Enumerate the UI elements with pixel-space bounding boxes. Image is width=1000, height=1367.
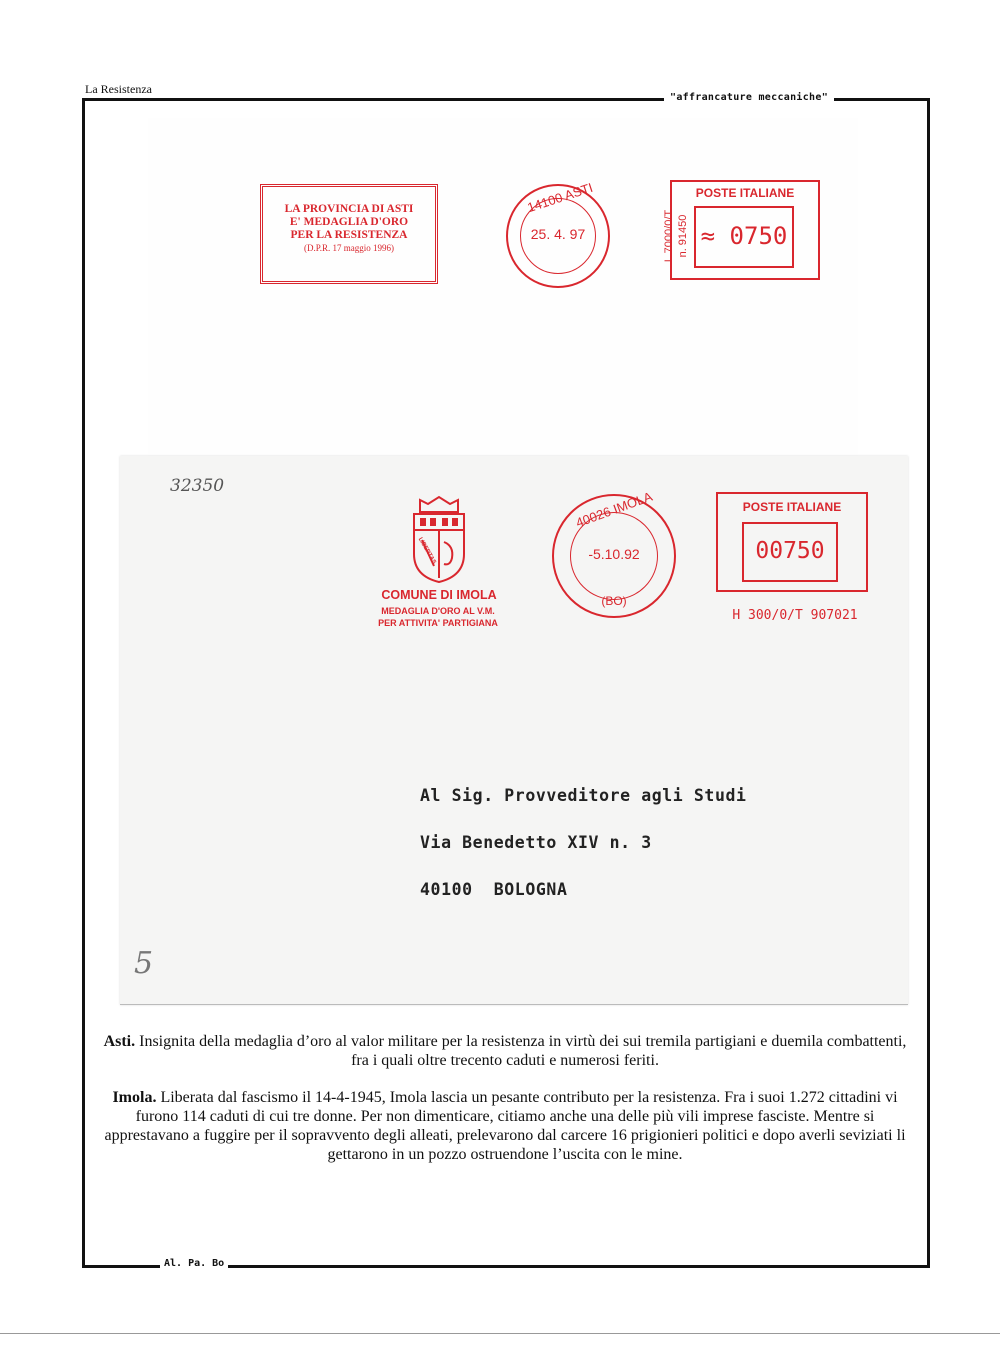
asti-meter-number: n. 91450 <box>677 214 689 258</box>
address-line-2: Via Benedetto XIV n. 3 <box>420 833 652 852</box>
address-line-3: 40100 BOLOGNA <box>420 880 568 899</box>
imola-recipient-address <box>420 786 747 927</box>
imola-postmark-date: -5.10.92 <box>588 546 640 562</box>
imola-sender-line-2: PER ATTIVITA' PARTIGIANA <box>378 618 498 628</box>
asti-meter-value: ≈ 0750 <box>700 222 788 250</box>
asti-slogan-line-2: E' MEDAGLIA D'ORO <box>289 216 409 228</box>
asti-envelope <box>148 118 858 460</box>
imola-meter-value: 00750 <box>755 538 825 564</box>
imola-sender-name: COMUNE DI IMOLA <box>381 588 497 602</box>
imola-coat-of-arms <box>406 494 472 584</box>
imola-envelope <box>120 456 908 1005</box>
imola-meter-header: POSTE ITALIANE <box>742 500 842 514</box>
asti-meter-header: POSTE ITALIANE <box>695 186 795 200</box>
asti-caption <box>95 1032 915 1070</box>
bottom-rule <box>0 1333 1000 1334</box>
asti-meter-window <box>694 206 794 268</box>
imola-meter-frame <box>716 492 868 592</box>
imola-caption-title: Imola. <box>112 1089 157 1106</box>
footer-label: Al. Pa. Bo <box>160 1258 228 1269</box>
asti-slogan-decree: (D.P.R. 17 maggio 1996) <box>304 243 394 253</box>
imola-postmark-city: 40026 IMOLA <box>573 488 655 531</box>
imola-sender-line-1: MEDAGLIA D'ORO AL V.M. <box>381 606 495 616</box>
asti-slogan-box <box>260 184 438 284</box>
asti-meter-frame <box>670 180 820 280</box>
asti-slogan-line-3: PER LA RESISTENZA <box>290 229 408 241</box>
page-header-label: La Resistenza <box>85 82 152 96</box>
series-label: "affrancature meccaniche" <box>664 92 834 103</box>
imola-meter-window <box>742 522 838 582</box>
imola-pencil-note: 32350 <box>170 476 225 496</box>
captions <box>95 1032 915 1182</box>
asti-postmark <box>506 179 610 288</box>
coat-ribbon: LIBERTAS <box>416 536 437 566</box>
imola-postmark-province: (BO) <box>601 594 627 608</box>
asti-caption-title: Asti. <box>103 1033 136 1050</box>
asti-caption-text: Insignita della medaglia d’oro al valor militare per la resistenza in virtù dei sui tremila partigiani e duemila combattenti, fra i quali oltre trecento caduti e numerosi feriti. <box>135 1033 907 1069</box>
address-line-1: Al Sig. Provveditore agli Studi <box>420 786 747 805</box>
asti-slogan-line-1: LA PROVINCIA DI ASTI <box>284 203 414 215</box>
asti-postmark-date: 25. 4. 97 <box>530 226 586 242</box>
imola-caption <box>95 1088 915 1164</box>
imola-caption-text: Liberata dal fascismo il 14-4-1945, Imola lascia un pesante contributo per la resistenza. Fra i suoi 1.272 cittadini vi furono 114 caduti di cui tre donne. Per non dimenticare, citiamo anche una delle più vili imprese fasciste. Mentre si apprestavano a fuggire per il sopravvento degli alleati, prelevarono dal carcere 16 prigionieri politici e dopo averli seviziati li gettarono in un pozzo ostruendone l’uscita con le mine. <box>104 1089 906 1163</box>
imola-postmark <box>552 488 676 618</box>
imola-pencil-mark: 5 <box>134 946 154 981</box>
imola-meter-code: H 300/0/T 907021 <box>732 608 858 623</box>
asti-meter-code: L 7000/0/T <box>663 209 675 263</box>
asti-postmark-city: 14100 ASTI <box>525 179 595 216</box>
